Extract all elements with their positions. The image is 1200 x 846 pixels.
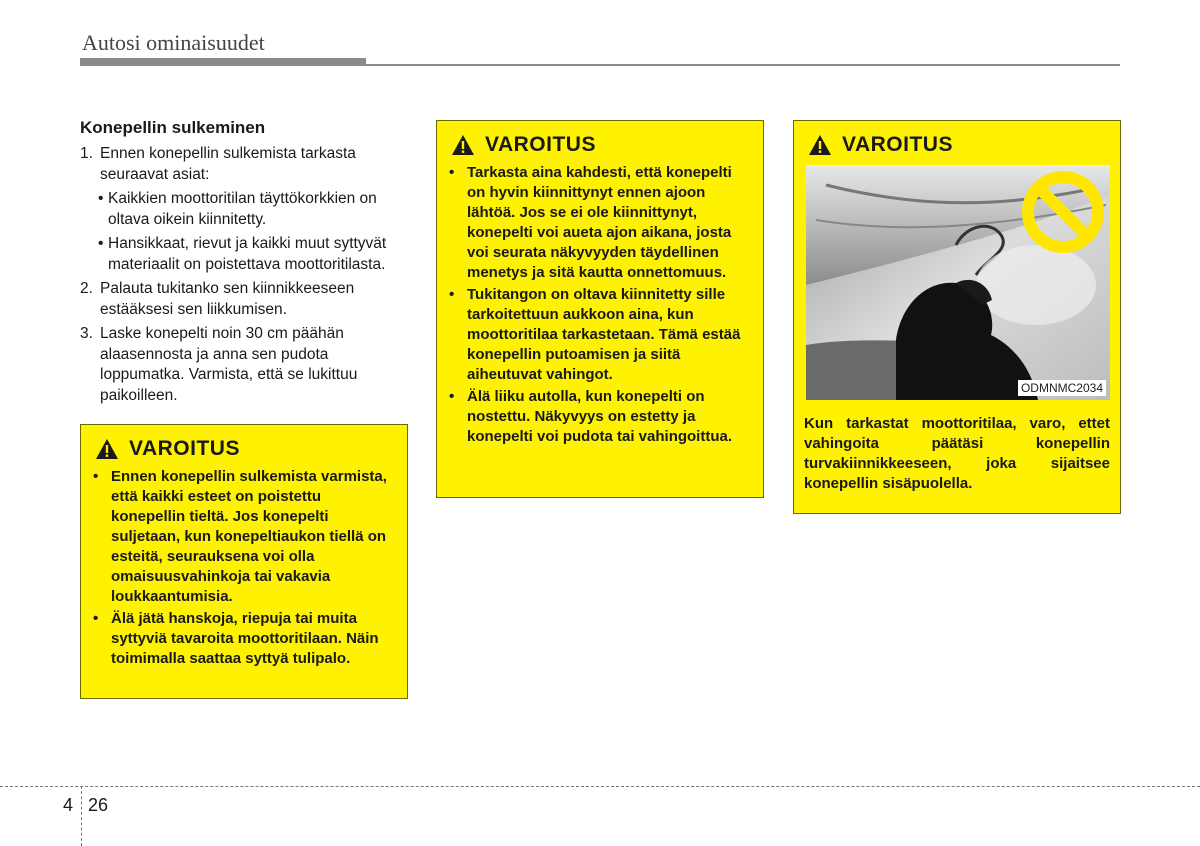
warning-box-right	[793, 120, 1121, 514]
warning-item-text: Tukitangon on oltava kiinnitetty sille tarkoitettuun aukkoon aina, kun moottoritilaa tarkastetaan. Tämä estää konepellin putoamisen ja siitä aiheutuvat vahingot.	[467, 286, 741, 383]
prohibited-icon	[1018, 167, 1108, 257]
header-bar	[80, 58, 366, 66]
bullet: •	[93, 610, 99, 627]
step-item	[80, 279, 410, 320]
sub-item	[98, 189, 410, 230]
step-text: Palauta tukitanko sen kiinnikkeeseen estääksesi sen liikkumisen.	[100, 280, 355, 318]
bullet: •	[449, 164, 455, 181]
warning-item	[447, 285, 753, 385]
warning-list	[91, 467, 397, 669]
bullet: •	[93, 468, 99, 485]
warning-list	[447, 163, 753, 447]
step-item	[80, 324, 410, 406]
warning-item	[447, 387, 753, 447]
warning-item	[91, 467, 397, 607]
footer-divider	[81, 786, 82, 846]
warning-title: VAROITUS	[842, 133, 953, 156]
warning-item-text: Ennen konepellin sulkemista varmista, että kaikki esteet on poistettu konepellin tieltä. Jos konepelti suljetaan, kun konepeltiaukon tiellä on esteitä, seurauksena voi olla omaisuusvahinkoja tai vakavia loukkaantumisia.	[111, 468, 387, 605]
sub-item-text: Hansikkaat, rievut ja kaikki muut syttyvät materiaalit on poistettava moottoritilasta.	[108, 235, 387, 273]
sub-item	[98, 234, 410, 275]
hood-illustration	[806, 165, 1110, 400]
bullet: •	[449, 286, 455, 303]
page-number: 26	[88, 795, 109, 815]
step-text: Laske konepelti noin 30 cm päähän alaasennosta ja anna sen pudota loppumatka. Varmista, että se lukittuu paikoilleen.	[100, 325, 358, 404]
warning-box-middle	[436, 120, 764, 498]
header-rule	[366, 64, 1120, 66]
warning-header	[804, 133, 1110, 157]
warning-box-left	[80, 424, 408, 699]
warning-title: VAROITUS	[129, 437, 240, 460]
warning-item	[91, 609, 397, 669]
warning-item	[447, 163, 753, 283]
warning-triangle-icon	[95, 438, 119, 460]
step-number: 3.	[80, 325, 93, 342]
step-text: Ennen konepellin sulkemista tarkasta seuraavat asiat:	[100, 145, 356, 183]
warning-header	[91, 437, 397, 461]
sub-item-text: Kaikkien moottoritilan täyttökorkkien on oltava oikein kiinnitetty.	[108, 190, 377, 228]
bullet: •	[449, 388, 455, 405]
section-title: Konepellin sulkeminen	[80, 118, 266, 137]
closing-hood-section	[80, 118, 410, 410]
warning-header	[447, 133, 753, 157]
warning-item-text: Älä liiku autolla, kun konepelti on nostettu. Näkyvyys on estetty ja konepelti voi pudota tai vahingoittua.	[467, 388, 733, 445]
step-number: 1.	[80, 145, 93, 162]
footer-rule	[0, 786, 1200, 787]
bullet: •	[98, 190, 104, 207]
warning-triangle-icon	[808, 134, 832, 156]
page-header-title: Autosi ominaisuudet	[82, 30, 265, 55]
step-number: 2.	[80, 280, 93, 297]
warning-title: VAROITUS	[485, 133, 596, 156]
warning-item-text: Tarkasta aina kahdesti, että konepelti on hyvin kiinnittynyt ennen ajoon lähtöä. Jos se ei ole kiinnittynyt, konepelti voi aueta ajon aikana, josta voi seurata näkyvyyden täydellinen menetys ja sitä kautta onnettomuus.	[467, 164, 732, 281]
step-item	[80, 144, 410, 185]
image-code-label: ODMNMC2034	[1018, 380, 1106, 396]
warning-item-text: Älä jätä hanskoja, riepuja tai muita syttyviä tavaroita moottoritilaan. Näin toimimalla saattaa syttyä tulipalo.	[111, 610, 379, 667]
steps-list	[80, 144, 410, 406]
warning-triangle-icon	[451, 134, 475, 156]
bullet: •	[98, 235, 104, 252]
warning-text: Kun tarkastat moottoritilaa, varo, ettet vahingoita päätäsi konepellin turvakiinnikkeeseen, joka sijaitsee konepellin sisäpuolella.	[804, 415, 1110, 492]
chapter-number: 4	[63, 795, 74, 815]
